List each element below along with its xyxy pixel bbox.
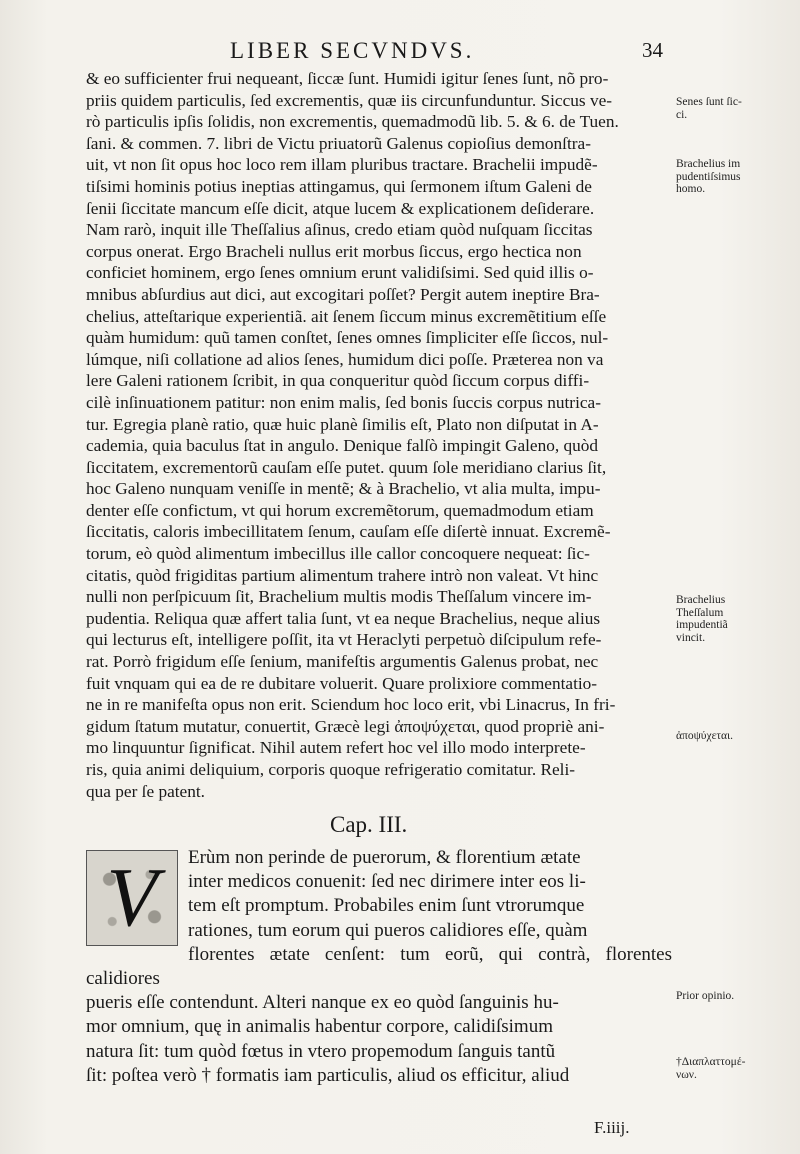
margin-note-line: †Διαπλαττομέ-	[676, 1056, 746, 1068]
text-line: florentes ætate cenſent: tum eorũ, qui contrà, florentes calidiores	[86, 943, 672, 990]
margin-note-line: Senes ſunt ſic-	[676, 96, 742, 108]
text-line: rò particulis ipſis ſolidis, non excrementis, quemadmodũ lib. 5. & 6. de Tuen.	[86, 112, 619, 132]
chapter-text-block	[86, 846, 672, 1088]
text-line: conficiet hominem, ergo ſenes omnium erunt validiſsimi. Sed quid illis o-	[86, 263, 594, 283]
text-line: torum, eò quòd alimentum imbecillus ille callor concoquere nequeat: ſic-	[86, 544, 590, 564]
text-line: ſenii ſiccitate mancum eſſe dicit, atque lucem & explicationem deſiderare.	[86, 198, 595, 218]
text-line: cademia, quia baculus ſtat in angulo. Denique falſò impingit Galeno, quòd	[86, 436, 599, 456]
chapter-heading: Cap. III.	[330, 812, 408, 837]
margin-note	[676, 96, 794, 121]
text-line: ſiccitatis, caloris imbecillitatem ſenum, cauſam eſſe diſertè innuat. Excremẽ-	[86, 522, 611, 542]
text-line: gidum ſtatum mutatur, conuertit, Græcè legi ἀποψύχεται, quod propriè ani-	[86, 716, 605, 736]
margin-note-line: Prior opinio.	[676, 990, 735, 1002]
margin-note-line: Theſſalum	[676, 606, 724, 619]
margin-note-line: Brachelius im	[676, 158, 741, 170]
margin-note	[676, 990, 794, 1003]
margin-note-line: pudentiſsimus	[676, 170, 741, 183]
text-line: quàm humidum: quũ tamen conſtet, ſenes omnes ſimpliciter eſſe ſiccos, nul-	[86, 328, 609, 348]
margin-note	[676, 158, 794, 196]
text-line: inter medicos conuenit: ſed nec dirimere inter eos li-	[188, 871, 586, 893]
text-line: tur. Egregia planè ratio, quæ huic planè ſimilis eſt, Plato non diſputat in A-	[86, 414, 599, 434]
running-head: LIBER SECVNDVS.	[230, 38, 475, 63]
text-line: tiſsimi hominis potius ineptias attingamus, qui ſermonem iſtum Galeni de	[86, 176, 592, 196]
margin-note-line: vincit.	[676, 631, 706, 644]
text-line: lere Galeni rationem ſcribit, in qua conqueritur quòd ſiccum corpus diffi-	[86, 371, 590, 391]
text-line: ſiccitatem, excrementorũ cauſam eſſe putet. quum ſole meridiano clarius ſit,	[86, 457, 607, 477]
folio-number: 34	[642, 38, 663, 62]
text-line: cilè inſinuationem patitur: non enim malis, ſed bonis ſuccis corpus nutrica-	[86, 392, 601, 412]
text-line: lúmque, niſi collatione ad alios ſenes, humidum dici poſſe. Præterea non va	[86, 349, 604, 369]
text-line: pueris eſſe contendunt. Alteri nanque ex eo quòd ſanguinis hu-	[86, 992, 559, 1014]
margin-note-line: impudentiã	[676, 619, 728, 631]
margin-note-line: Brachelius	[676, 594, 726, 606]
margin-note-line: ci.	[676, 108, 688, 121]
text-line: corpus onerat. Ergo Bracheli nullus erit morbus ſiccus, ergo hectica non	[86, 241, 582, 261]
text-line: denter eſſe confictum, vt qui horum excremẽtorum, quemadmodum etiam	[86, 500, 594, 520]
text-line: priis quidem particulis, ſed excrementis, quæ iis circunfunduntur. Siccus ve-	[86, 90, 613, 110]
text-line: ſani. & commen. 7. libri de Victu priuatorũ Galenus copioſius demonſtra-	[86, 133, 591, 153]
text-line: mor omnium, quę in animalis habentur corpore, calidiſsimum	[86, 1016, 553, 1038]
text-line: pudentia. Reliqua quæ affert talia ſunt, vt ea neque Brachelius, neque alius	[86, 608, 601, 628]
text-line: mo linquuntur ſignificat. Nihil autem refert hoc vel illo modo interprete-	[86, 738, 586, 758]
text-line: natura ſit: tum quòd fœtus in vtero propemodum ſanguis tantũ	[86, 1040, 556, 1062]
text-line: rationes, tum eorum qui pueros calidiores eſſe, quàm	[188, 919, 588, 941]
text-line: ris, quia animi deliquium, corporis quoque refrigeratio comitatur. Reli-	[86, 760, 576, 779]
margin-note-line: homo.	[676, 183, 706, 195]
text-line: Nam rarò, inquit ille Theſſalius aſinus, credo etiam quòd nuſquam ſiccitas	[86, 220, 593, 240]
text-line: nulli non perſpicuum ſit, Brachelium multis modis Theſſalum vincere im-	[86, 587, 592, 607]
margin-note	[676, 594, 794, 644]
text-line: uit, vt non ſit opus hoc loco rem illam pluribus tractare. Brachelii impudẽ-	[86, 155, 598, 175]
text-line: hoc Galeno nunquam veniſſe in mentẽ; & à Brachelio, vt alia multa, impu-	[86, 479, 601, 499]
decorated-initial: V	[86, 850, 178, 946]
text-line: rat. Porrò frigidum eſſe ſenium, manifeſtis argumentis Galenus probat, nec	[86, 652, 599, 672]
text-line: ſit: poſtea verò † formatis iam particulis, aliud os efficitur, aliud	[86, 1064, 570, 1086]
margin-note-line: νων.	[676, 1068, 697, 1081]
text-line: tem eſt promptum. Probabiles enim ſunt vtrorumque	[188, 895, 585, 917]
text-line: ne in re manifeſta opus non erit. Sciendum hoc loco erit, vbi Linacrus, In fri-	[86, 695, 616, 715]
main-text-block	[86, 68, 672, 802]
text-line: qua per ſe patent.	[86, 781, 205, 801]
margin-note	[676, 730, 794, 743]
text-line: & eo sufficienter frui nequeant, ſiccæ ſunt. Humidi igitur ſenes ſunt, nõ pro-	[86, 69, 609, 88]
margin-note	[676, 1056, 794, 1081]
margin-note-line: ἀποψύχεται.	[676, 730, 734, 742]
signature-catchword: F.iiij.	[594, 1118, 630, 1137]
text-line: citatis, quòd frigiditas partium alimentum trahere intrò non valeat. Vt hinc	[86, 565, 599, 585]
text-line: Erùm non perinde de puerorum, & florentium ætate	[188, 847, 581, 868]
text-line: fuit vnquam qui ea de re dubitare voluerit. Quare prolixiore commentatio-	[86, 673, 598, 693]
text-line: mnibus abſurdius aut dici, aut excogitari poſſet? Pergit autem ineptire Bra-	[86, 284, 600, 304]
text-line: chelius, atteſtarique experientiã. ait ſenem ſiccum minus excremẽtitium eſſe	[86, 306, 607, 326]
text-line: qui lecturus eſt, intelligere poſſit, ita vt Heraclyti perpetuò diſcipulum refe-	[86, 630, 602, 650]
